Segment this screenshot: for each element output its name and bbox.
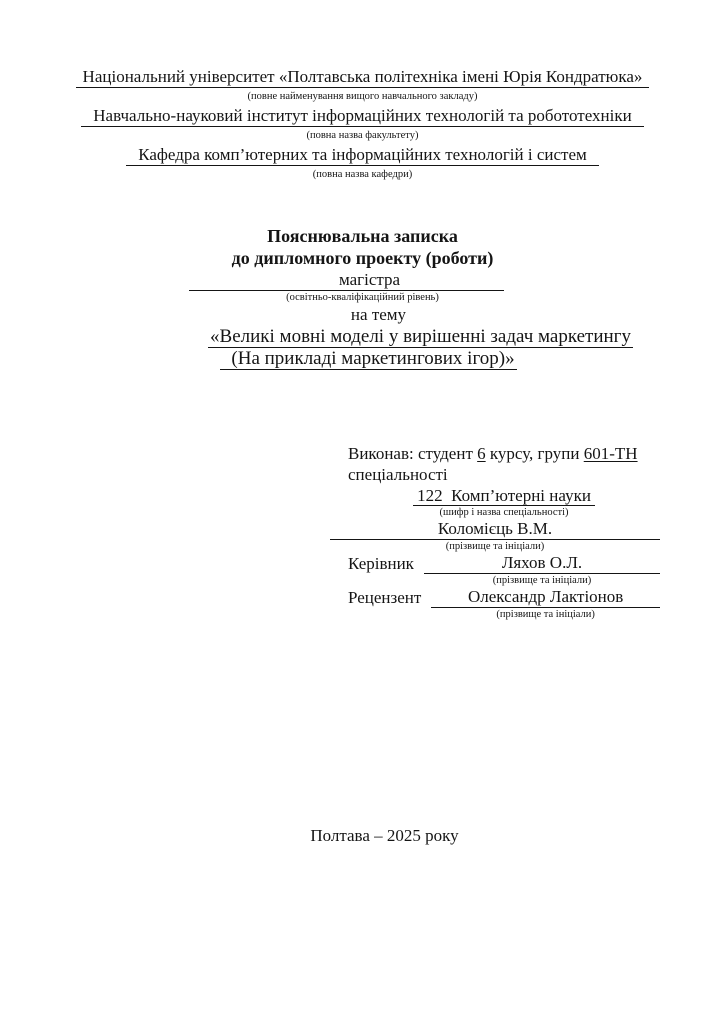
topic-line2: (На прикладі маркетингових ігор)»	[220, 349, 516, 370]
executor-line1	[348, 443, 660, 464]
department-name: Кафедра комп’ютерних та інформаційних технологій і систем	[126, 144, 599, 166]
degree-value: магістра	[189, 270, 504, 291]
supervisor-caption-row	[348, 574, 660, 587]
city-year-line: Полтава – 2025 року	[310, 826, 459, 845]
group-number: 601-ТН	[583, 444, 638, 463]
supervisor-name: Ляхов О.Л.	[501, 553, 583, 572]
department-caption: (повна назва кафедри)	[312, 169, 413, 180]
course-number: 6	[477, 444, 486, 463]
reviewer-row	[348, 587, 660, 608]
university-caption: (повне найменування вищого навчального закладу)	[247, 91, 478, 102]
department-line	[60, 143, 665, 167]
executor-block	[348, 443, 660, 621]
doc-title-line1: Пояснювальна записка	[267, 226, 458, 246]
supervisor-caption: (прізвище та ініціали)	[492, 575, 592, 586]
supervisor-label: Керівник	[348, 554, 414, 573]
reviewer-label: Рецензент	[348, 588, 422, 607]
specialty-line	[348, 485, 660, 506]
reviewer-caption-row	[348, 608, 660, 621]
reviewer-name: Олександр Лактіонов	[467, 587, 624, 606]
degree-caption: (освітньо-кваліфікаційний рівень)	[286, 292, 439, 303]
topic-label: на тему	[350, 305, 407, 324]
institute-caption: (повна назва факультету)	[306, 130, 419, 141]
degree-line	[60, 269, 665, 291]
supervisor-signature-line	[424, 553, 660, 574]
student-name: Коломієць В.М.	[437, 519, 553, 538]
student-name-caption: (прізвище та ініціали)	[445, 541, 545, 552]
executor-prefix: Виконав: студент	[348, 444, 478, 463]
student-name-line	[330, 519, 660, 540]
institute-line	[60, 104, 665, 128]
reviewer-caption: (прізвище та ініціали)	[496, 609, 595, 620]
specialty-value: 122 Комп’ютерні науки	[413, 486, 595, 506]
supervisor-row	[348, 553, 660, 574]
university-name: Національний університет «Полтавська політехніка імені Юрія Кондратюка»	[76, 66, 650, 88]
specialty-caption: (шифр і назва спеціальності)	[439, 507, 569, 518]
topic-line1-wrap	[118, 326, 723, 348]
executor-mid: курсу, групи	[485, 444, 584, 463]
institution-header	[60, 65, 665, 182]
topic-line1: «Великі мовні моделі у вирішенні задач маркетингу	[210, 326, 631, 347]
document-title-block	[60, 225, 665, 370]
institute-name: Навчально-науковий інститут інформаційних технологій та робототехніки	[81, 105, 643, 127]
topic-line2-wrap	[66, 348, 671, 370]
doc-title-line2: до дипломного проекту (роботи)	[231, 248, 494, 268]
university-line	[60, 65, 665, 89]
reviewer-signature-line	[431, 587, 660, 608]
executor-line2: спеціальності	[348, 465, 448, 484]
